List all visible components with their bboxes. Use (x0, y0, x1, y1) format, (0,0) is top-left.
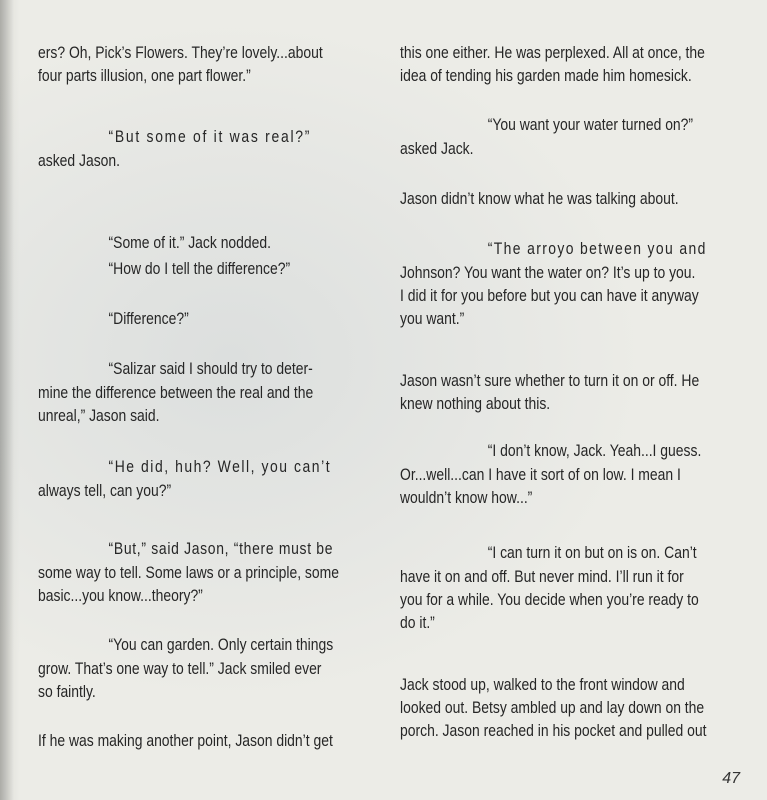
paragraph (38, 730, 333, 753)
paragraph (109, 634, 334, 657)
paragraph (109, 358, 313, 381)
paragraph (38, 382, 313, 428)
paragraph (400, 262, 699, 331)
text-line: “But,” said Jason, “there must be (108, 540, 334, 558)
paragraph (109, 538, 334, 561)
text-line: unreal,” Jason said. (38, 407, 160, 425)
paragraph (109, 258, 291, 281)
text-line: mine the difference between the real and the (38, 384, 314, 402)
paragraph (38, 150, 120, 173)
paragraph (400, 566, 699, 635)
text-line: Jason wasn’t sure whether to turn it on or off. He (400, 372, 700, 390)
spine-shadow (0, 0, 14, 800)
paragraph (488, 114, 693, 137)
paragraph (38, 658, 321, 704)
text-line: looked out. Betsy ambled up and lay down on the (400, 699, 705, 717)
text-line: knew nothing about this. (400, 395, 551, 413)
text-line: If he was making another point, Jason didn’t get (38, 732, 333, 750)
paragraph (400, 42, 705, 88)
text-line: “How do I tell the difference?” (108, 260, 291, 278)
text-line: porch. Jason reached in his pocket and pulled out (400, 722, 707, 740)
text-line: always tell, can you?” (38, 482, 172, 500)
text-line: you want.” (400, 310, 465, 328)
text-line: do it.” (400, 614, 435, 632)
paragraph (400, 464, 681, 510)
text-line: ers? Oh, Pick’s Flowers. They’re lovely...about (38, 44, 323, 62)
text-line: Johnson? You want the water on? It’s up to you. (400, 264, 696, 282)
text-line: so faintly. (38, 683, 96, 701)
page-number: 47 (722, 770, 740, 787)
text-line: “I can turn it on but on is on. Can’t (487, 544, 697, 562)
paragraph (488, 542, 697, 565)
text-line: Jack stood up, walked to the front window and (400, 676, 685, 694)
paragraph (109, 126, 312, 149)
paragraph (400, 674, 706, 743)
text-line: basic...you know...theory?” (38, 587, 203, 605)
text-line: “The arroyo between you and (487, 240, 707, 258)
text-line: “Some of it.” Jack nodded. (108, 234, 272, 252)
text-line: I did it for you before but you can have it anyway (400, 287, 699, 305)
text-line: four parts illusion, one part flower.” (38, 67, 251, 85)
text-line: “You want your water turned on?” (487, 116, 694, 134)
text-line: you for a while. You decide when you’re ready to (400, 591, 699, 609)
text-line: some way to tell. Some laws or a principle, some (38, 564, 339, 582)
paragraph (400, 138, 474, 161)
paragraph (109, 232, 271, 255)
text-line: wouldn’t know how...” (400, 489, 533, 507)
text-line: asked Jason. (38, 152, 121, 170)
text-line: this one either. He was perplexed. All at once, the (400, 44, 705, 62)
text-line: “You can garden. Only certain things (108, 636, 334, 654)
paragraph (38, 562, 339, 608)
text-line: “Difference?” (108, 310, 189, 328)
paragraph (488, 440, 702, 463)
paragraph (400, 370, 699, 416)
paragraph (109, 456, 332, 479)
text-line: Or...well...can I have it sort of on low. I mean I (400, 466, 681, 484)
paragraph (400, 188, 679, 211)
text-line: “I don’t know, Jack. Yeah...I guess. (487, 442, 702, 460)
text-line: asked Jack. (400, 140, 474, 158)
text-line: “He did, huh? Well, you can’t (108, 458, 332, 476)
text-line: “But some of it was real?” (108, 128, 312, 146)
text-line: have it on and off. But never mind. I’ll run it for (400, 568, 684, 586)
paragraph (38, 480, 171, 503)
text-line: Jason didn’t know what he was talking about. (400, 190, 679, 208)
paragraph (109, 308, 189, 331)
text-line: “Salizar said I should try to deter- (108, 360, 313, 378)
text-line: grow. That’s one way to tell.” Jack smiled ever (38, 660, 322, 678)
paragraph (38, 42, 323, 88)
paragraph (488, 238, 707, 261)
text-line: idea of tending his garden made him homesick. (400, 67, 692, 85)
